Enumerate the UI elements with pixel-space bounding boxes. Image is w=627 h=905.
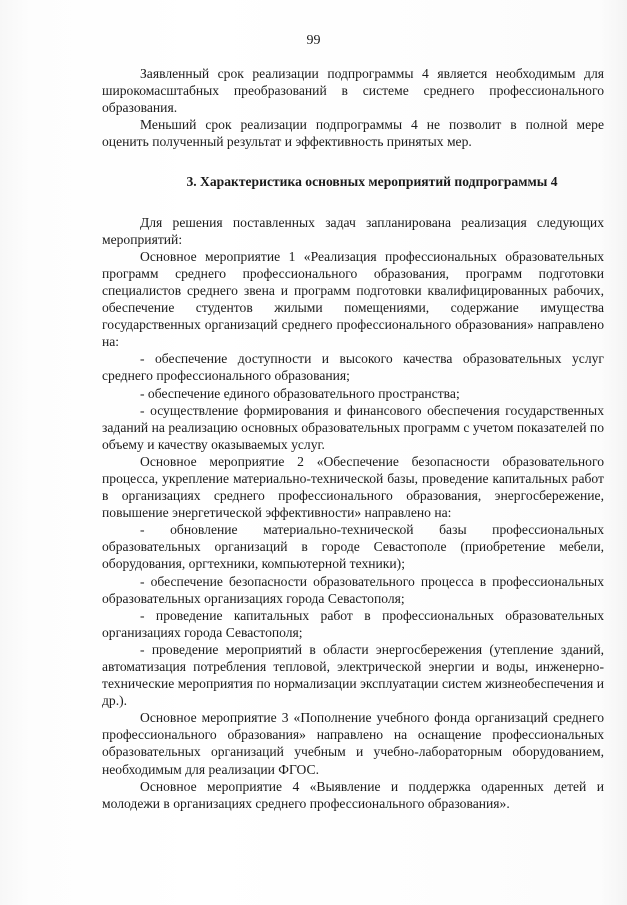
activity-2-item-4: - проведение мероприятий в области энергосбережения (утепление зданий, автоматизация потребления тепловой, электрической энергии и воды, инженерно-технические мероприятия по нормализации эксплуатации систем жизнеобеспечения и др.). <box>102 641 604 709</box>
activity-2-item-2: - обеспечение безопасности образовательного процесса в профессиональных образовательных организациях города Севастополя; <box>102 573 604 606</box>
activity-1-item-1: - обеспечение доступности и высокого качества образовательных услуг среднего профессионального образования; <box>102 351 604 384</box>
activity-1-item-3: - осуществление формирования и финансового обеспечения государственных заданий на реализацию основных образовательных программ с учетом показателей по объему и качеству оказываемых услуг. <box>102 402 604 452</box>
activity-4-paragraph: Основное мероприятие 4 «Выявление и поддержка одаренных детей и молодежи в организациях среднего профессионального образования». <box>102 778 604 811</box>
section-heading: 3. Характеристика основных мероприятий подпрограммы 4 <box>186 174 558 190</box>
activity-1-paragraph: Основное мероприятие 1 «Реализация профессиональных образовательных программ среднего профессионального образования, программ подготовки специалистов среднего звена и программ подготовки квалифицированных рабочих, обеспечение студентов жилыми помещениями, содержание имущества государственных организаций среднего профессионального образования» направлено на: <box>102 248 604 350</box>
body-paragraph-intro: Для решения поставленных задач запланирована реализация следующих мероприятий: <box>102 214 604 247</box>
activity-3-paragraph: Основное мероприятие 3 «Пополнение учебного фонда организаций среднего профессионального образования» направлено на оснащение профессиональных образовательных организаций учебным и учебно-лабораторным оборудованием, необходимым для реализации ФГОС. <box>102 710 604 777</box>
activity-2-paragraph: Основное мероприятие 2 «Обеспечение безопасности образовательного процесса, укрепление материально-технической базы, проведение капитальных работ в организациях среднего профессионального образования, энергосбережение, повышение энергетической эффективности» направлено на: <box>102 453 604 521</box>
activity-2-item-1: - обновление материально-технической базы профессиональных образовательных организаций в городе Севастополе (приобретение мебели, оборудования, оргтехники, компьютерной техники); <box>102 522 604 572</box>
page-number: 99 <box>306 33 321 48</box>
page-content <box>102 65 604 812</box>
intro-paragraph-1: Заявленный срок реализации подпрограммы 4 является необходимым для широкомасштабных преобразований в системе среднего профессионального образования. <box>102 66 604 116</box>
activity-2-item-3: - проведение капитальных работ в профессиональных образовательных организациях города Севастополя; <box>102 607 604 640</box>
activity-1-item-2: - обеспечение единого образовательного пространства; <box>140 385 460 401</box>
intro-paragraph-2: Меньший срок реализации подпрограммы 4 не позволит в полной мере оценить полученный результат и эффективность принятых мер. <box>102 117 604 150</box>
